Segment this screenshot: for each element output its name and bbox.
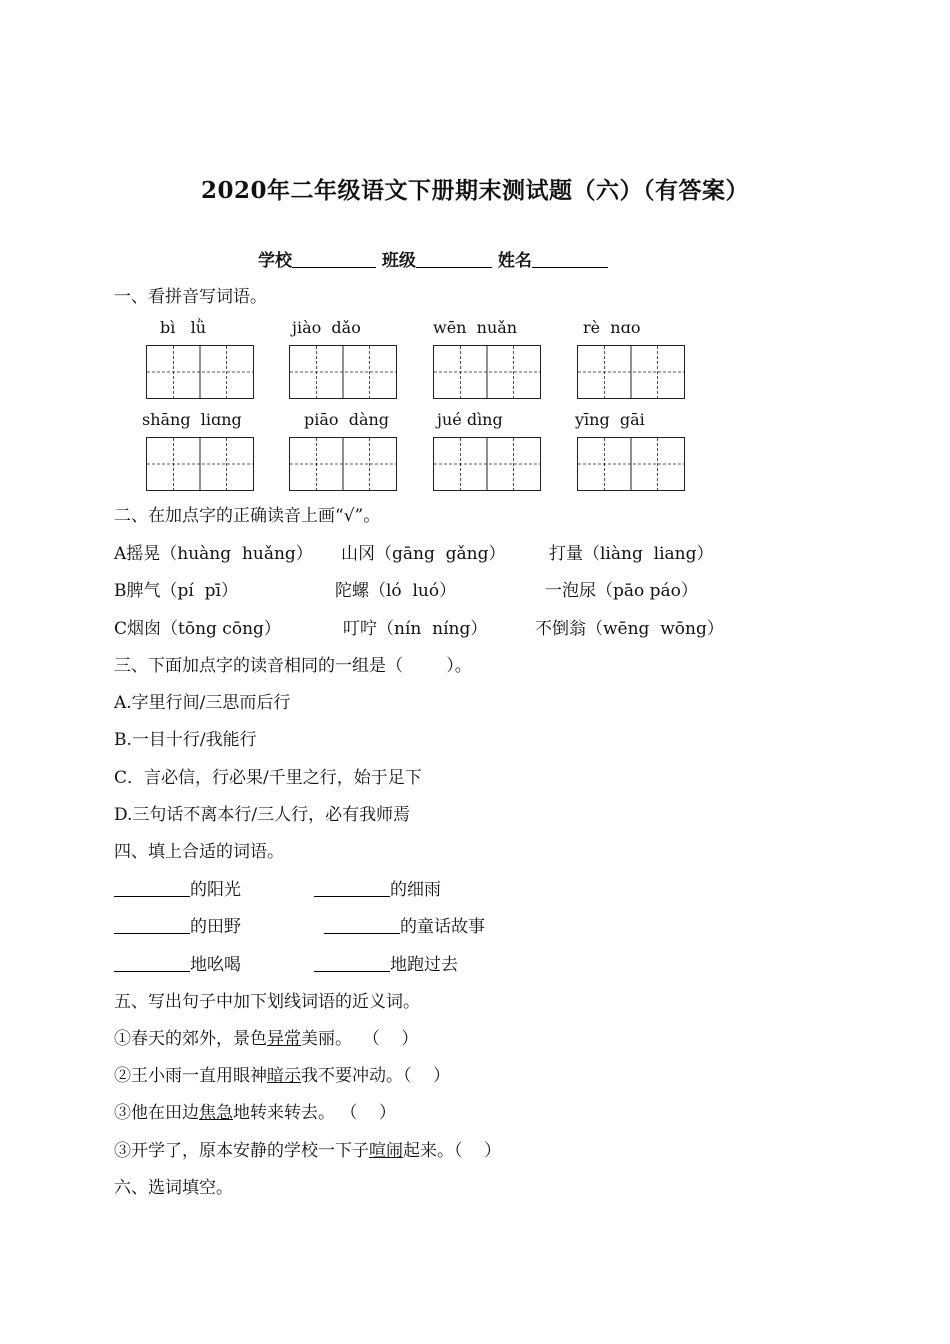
underlined-word: 焦急 (199, 1103, 233, 1123)
q5-item (114, 1024, 418, 1049)
page-title: 2020年二年级语文下册期末测试题（六）（有答案） (200, 177, 749, 204)
q5-item (114, 1061, 450, 1086)
q5-heading: 五、写出句子中加下划线词语的近义词。 (114, 992, 420, 1012)
pinyin: jiào dǎo (292, 318, 361, 337)
pinyin: wēn nuǎn (433, 318, 518, 337)
pinyin: rè nɑo (583, 318, 641, 337)
grid-lines (434, 438, 540, 490)
pinyin: yīng gāi (575, 410, 645, 429)
q2-item: C烟囱（tōng cōng） (114, 619, 281, 639)
grid-lines (147, 438, 253, 490)
q3-option[interactable]: A.字里行间/三思而后行 (114, 693, 291, 713)
underlined-word: 暗示 (267, 1066, 301, 1086)
q3-option[interactable]: D.三句话不离本行/三人行，必有我师焉 (114, 805, 411, 825)
fill-blank[interactable] (114, 917, 190, 934)
q4-item: 地跑过去 (390, 955, 458, 975)
q1-heading: 一、看拼音写词语。 (114, 287, 267, 307)
fill-blank[interactable] (314, 880, 390, 897)
underlined-word: 喧闹 (369, 1141, 403, 1161)
writing-grid[interactable] (146, 437, 254, 491)
sentence-text: ③他在田边 (114, 1103, 199, 1123)
grid-lines (147, 346, 253, 398)
q3-option[interactable]: C．言必信，行必果/千里之行，始于足下 (114, 768, 422, 788)
q2-item: 一泡尿（pāo páo） (545, 581, 698, 601)
school-label: 学校 (258, 251, 292, 271)
sentence-text: ③开学了，原本安静的学校一下子 (114, 1141, 369, 1161)
grid-lines (290, 346, 396, 398)
q2-item: 山冈（gāng gǎng） (341, 544, 506, 564)
q4-item: 的细雨 (390, 880, 441, 900)
pinyin: bì lǜ (160, 318, 207, 337)
fill-blank[interactable] (314, 955, 390, 972)
writing-grid[interactable] (577, 437, 685, 491)
sentence-text: ②王小雨一直用眼神 (114, 1066, 267, 1086)
q4-item: 的田野 (190, 917, 241, 937)
answer-parens[interactable]: 我不要冲动。（ ） (301, 1066, 451, 1086)
q4-item: 的童话故事 (400, 917, 485, 937)
q6-heading: 六、选词填空。 (114, 1178, 233, 1198)
student-info (258, 246, 608, 271)
grid-lines (578, 346, 684, 398)
underlined-word: 异常 (267, 1029, 301, 1049)
class-label: 班级 (381, 251, 416, 271)
writing-grid[interactable] (433, 437, 541, 491)
name-blank[interactable] (532, 250, 608, 268)
q2-item: B脾气（pí pī） (114, 581, 238, 601)
answer-parens[interactable]: 起来。（ ） (403, 1141, 502, 1161)
answer-parens[interactable]: 地转来转去。 （ ） (233, 1103, 397, 1123)
school-blank[interactable] (292, 250, 376, 268)
answer-parens[interactable]: 美丽。 （ ） (301, 1029, 419, 1049)
q2-item: A摇晃（huàng huǎng） (114, 544, 313, 564)
writing-grid[interactable] (433, 345, 541, 399)
writing-grid[interactable] (577, 345, 685, 399)
q5-item (114, 1098, 396, 1123)
pinyin: shāng liɑng (142, 410, 242, 429)
q2-item: 打量（liàng liang） (549, 544, 714, 564)
fill-blank[interactable] (114, 955, 190, 972)
sentence-text: ①春天的郊外，景色 (114, 1029, 267, 1049)
q3-option[interactable]: B.一目十行/我能行 (114, 730, 257, 750)
grid-lines (434, 346, 540, 398)
q2-item: 不倒翁（wēng wōng） (535, 619, 724, 639)
pinyin: piāo dàng (304, 410, 390, 429)
q2-heading: 二、在加点字的正确读音上画“√”。 (114, 506, 381, 526)
class-blank[interactable] (416, 250, 492, 268)
name-label: 姓名 (497, 251, 532, 271)
q4-heading: 四、填上合适的词语。 (114, 842, 284, 862)
q5-item (114, 1136, 501, 1161)
writing-grid[interactable] (289, 345, 397, 399)
q2-item: 陀螺（ló luó） (335, 581, 457, 601)
q2-item: 叮咛（nín níng） (343, 619, 488, 639)
grid-lines (578, 438, 684, 490)
writing-grid[interactable] (146, 345, 254, 399)
fill-blank[interactable] (324, 917, 400, 934)
writing-grid[interactable] (289, 437, 397, 491)
fill-blank[interactable] (114, 880, 190, 897)
q3-heading: 三、下面加点字的读音相同的一组是（ ）。 (114, 656, 472, 676)
q4-item: 地吆喝 (190, 955, 241, 975)
q4-item: 的阳光 (190, 880, 241, 900)
pinyin: jué dìng (437, 410, 503, 429)
grid-lines (290, 438, 396, 490)
